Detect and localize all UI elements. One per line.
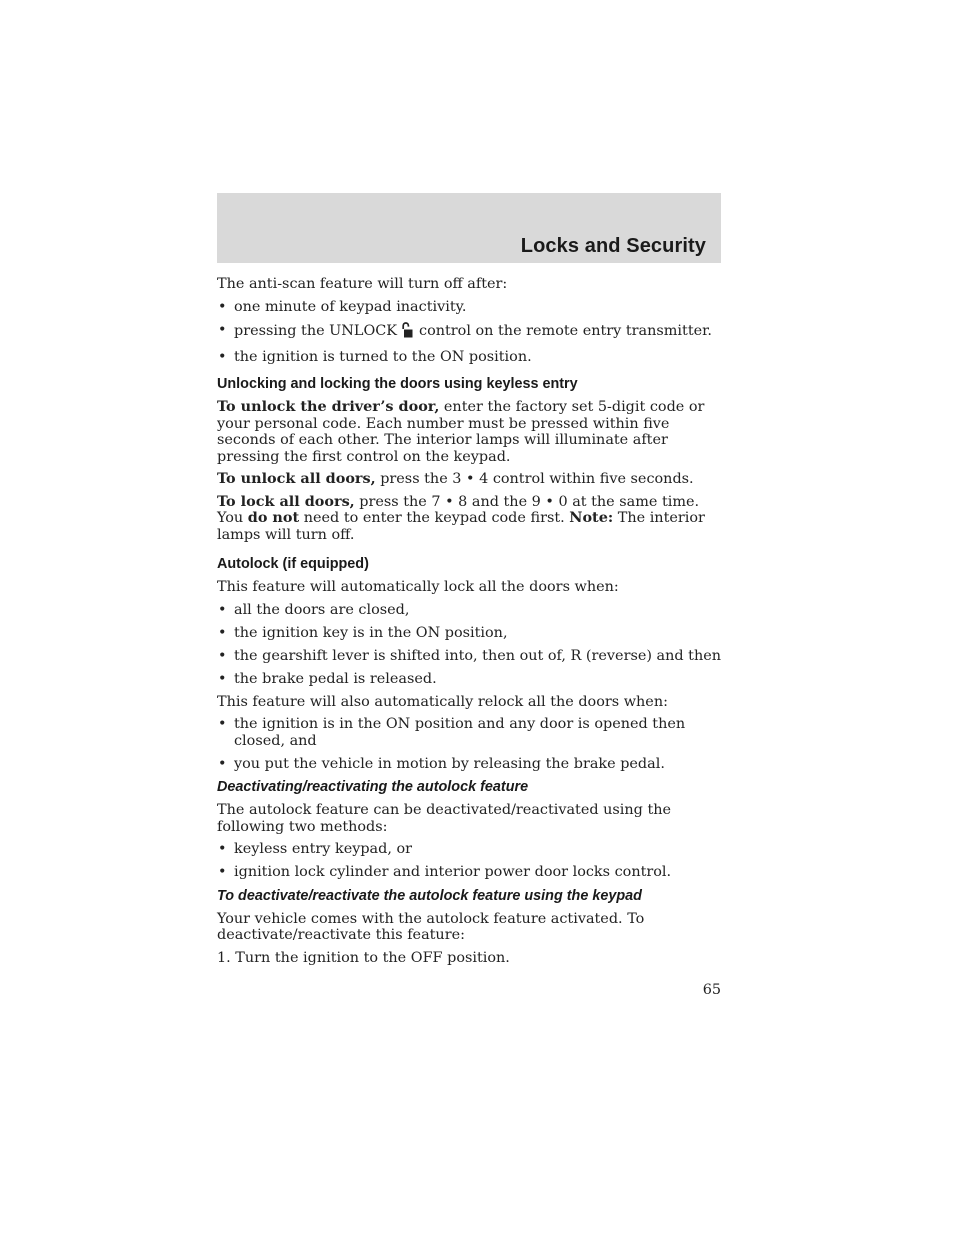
relock-list [217,716,721,772]
bold-lead: To unlock all doors, [217,470,376,487]
paragraph-text: need to enter the keypad code first. [299,510,570,526]
deactivating-list [217,841,721,881]
bold-emphasis: do not [247,509,300,526]
anti-scan-intro: The anti-scan feature will turn off after: [217,276,508,292]
list-item: • you put the vehicle in motion by releasing the brake pedal. [217,756,721,773]
list-item [217,322,721,343]
keypad-method-intro: Your vehicle comes with the autolock feature activated. To deactivate/reactivate this feature: [217,910,645,943]
bold-lead: To lock all doors, [217,492,355,510]
keyless-entry-heading: Unlocking and locking the doors using keyless entry [217,376,578,392]
list-item: • the gearshift lever is shifted into, then out of, R (reverse) and then [217,648,721,665]
paragraph-text: press the 7 • 8 and the 9 • 0 at the same time. You [217,493,700,526]
relock-intro: This feature will also automatically relock all the doors when: [217,693,668,710]
list-item-text: pressing the UNLOCK [234,322,398,339]
bold-lead: To unlock the driver’s door, [217,398,440,415]
list-item: • one minute of keypad inactivity. [217,299,721,316]
unlock-icon [401,322,413,343]
deactivating-intro: The autolock feature can be deactivated/reactivated using the following two methods: [217,802,672,835]
autolock-list [217,602,721,688]
unlock-all-doors-paragraph [217,471,721,488]
keypad-method-heading: To deactivate/reactivate the autolock feature using the keypad [217,887,642,904]
step-1: 1. Turn the ignition to the OFF position. [217,949,510,966]
anti-scan-list [217,299,721,366]
unlock-driver-door-paragraph [217,399,721,465]
list-item: • all the doors are closed, [217,602,721,619]
paragraph-text: press the 3 • 4 control within five seconds. [375,471,694,487]
list-item: • the ignition key is in the ON position, [217,625,721,642]
list-item: • the ignition is in the ON position and any door is opened then closed, and [217,716,721,749]
list-item: • the ignition is turned to the ON position. [217,349,721,366]
section-header-band [217,193,721,263]
autolock-intro: This feature will automatically lock all the doors when: [217,579,619,595]
section-title: Locks and Security [520,235,706,257]
page-number: 65 [702,982,721,998]
autolock-heading: Autolock (if equipped) [217,556,369,572]
lock-all-doors-paragraph [217,494,721,544]
paragraph-text: The interior lamps will turn off. [217,510,705,543]
note-label: Note: [569,509,614,526]
paragraph-text: enter the factory set 5-digit code or your personal code. Each number must be pressed within five seconds of each other. The interior lamps will illuminate after pressing the first control on the keypad. [217,399,705,465]
list-item: • the brake pedal is released. [217,671,721,688]
list-item-text: control on the remote entry transmitter. [419,322,712,339]
list-item: • keyless entry keypad, or [217,841,721,858]
deactivating-heading: Deactivating/reactivating the autolock feature [217,779,529,795]
page-content [217,276,721,972]
list-item: • ignition lock cylinder and interior power door locks control. [217,864,721,881]
